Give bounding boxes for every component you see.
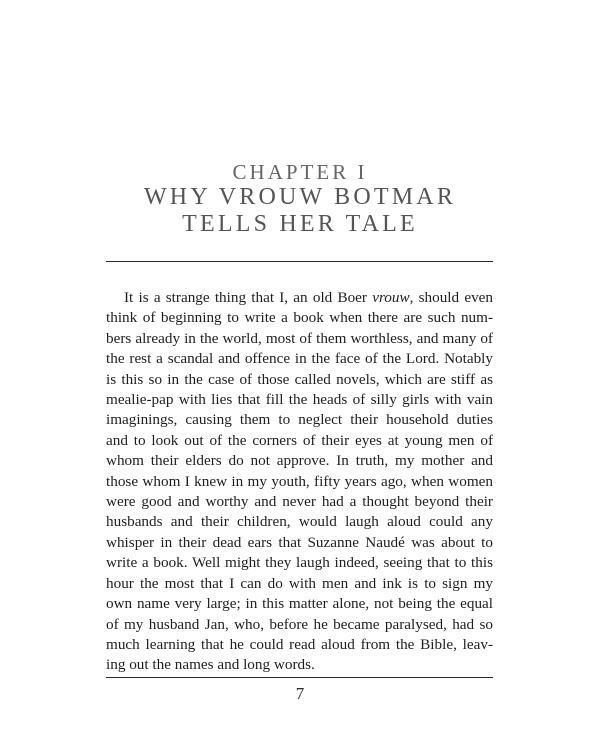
body-line: the rest a scandal and offence in the face of the Lord. Notably — [106, 350, 493, 368]
body-line: think of beginning to write a book when there are such num- — [106, 309, 493, 327]
chapter-title-line-2: TELLS HER TALE — [182, 211, 418, 237]
bottom-divider — [106, 677, 493, 678]
body-line: It is a strange thing that I, an old Boer vrouw, should even — [124, 289, 493, 306]
body-line: write a book. Well might they laugh indeed, seeing that to this — [106, 554, 493, 572]
body-paragraph — [106, 288, 493, 676]
body-line: own name very large; in this matter alone, not being the equal — [106, 595, 493, 613]
body-line: is this so in the case of those called novels, which are stiff as — [106, 370, 493, 388]
body-line: of my husband Jan, who, before he became paralysed, had so — [106, 615, 493, 633]
body-line: imaginings, causing them to neglect their household duties — [106, 411, 493, 429]
body-line: and to look out of the corners of their eyes at young men of — [106, 431, 493, 449]
body-line: hour the most that I can do with men and ink is to sign my — [106, 574, 493, 592]
body-line: bers already in the world, most of them worthless, and many of — [106, 329, 493, 347]
chapter-title — [0, 184, 600, 238]
body-line: whisper in their dead ears that Suzanne Naudé was about to — [106, 533, 493, 551]
chapter-label: CHAPTER I — [232, 160, 368, 184]
emphasis-vrouw: vrouw — [372, 289, 410, 306]
body-line: much learning that he could read aloud from the Bible, leav- — [106, 635, 493, 653]
body-line: mealie-pap with lies that fill the heads of silly girls with vain — [106, 391, 493, 409]
body-line: were good and worthy and never had a thought beyond their — [106, 493, 493, 511]
body-line: husbands and their children, would laugh aloud could any — [106, 513, 493, 531]
body-line: whom their elders do not approve. In truth, my mother and — [106, 452, 493, 470]
page-number: 7 — [295, 684, 305, 703]
top-divider — [106, 261, 493, 262]
chapter-title-line-1: WHY VROUW BOTMAR — [143, 184, 457, 210]
body-line: those whom I knew in my youth, fifty years ago, when women — [106, 472, 493, 490]
body-line: ing out the names and long words. — [106, 656, 315, 674]
